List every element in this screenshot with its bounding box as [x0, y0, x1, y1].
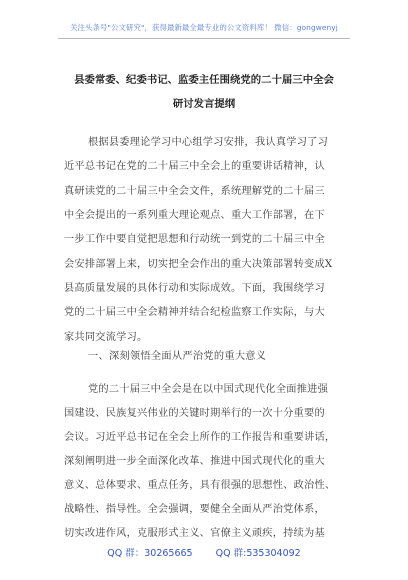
header-divider [58, 38, 350, 39]
paragraph-line: 党的二十届三中全会精神并结合纪检监察工作实际，与大 [64, 307, 325, 318]
paragraph-line: 切实改进作风，克服形式主义、官僚主义顽疾，持续为基 [64, 528, 325, 539]
paragraph-line: 会安排部署上来，切实把全会作出的重大决策部署转变成X [64, 259, 333, 270]
paragraph-line: 近平总书记在党的二十届三中全会上的重要讲话精神，认 [64, 161, 325, 172]
paragraph-line: 根据县委理论学习中心组学习安排，我认真学习了习 [88, 137, 329, 148]
section-heading: 一、深刻领悟全面从严治党的重大意义 [88, 351, 267, 362]
footer-qq-group-1: QQ 群：30265665 [107, 548, 193, 559]
paragraph-line: 中全会提出的一系列重大理论观点、重大工作部署，在下 [64, 210, 325, 221]
paragraph-line: 深刻阐明进一步全面深化改革、推进中国式现代化的重大 [64, 456, 325, 467]
header-banner: 关注头条号"公文研究"，获得最新最全最专业的公文资料库！ 微信：gongwenyj [70, 23, 338, 32]
footer-contact [0, 545, 408, 559]
paragraph-line: 一步工作中要自觉把思想和行动统一到党的二十届三中全 [64, 234, 325, 245]
document-title-line-1: 县委常委、纪委书记、监委主任围绕党的二十届三中全会 [74, 74, 334, 86]
paragraph-line: 家共同交流学习。 [64, 332, 148, 343]
paragraph-line: 县高质量发展的具体行动和实际成效。下面，我围绕学习 [64, 283, 325, 294]
paragraph-line: 会议。习近平总书记在全会上所作的工作报告和重要讲话， [64, 432, 336, 443]
paragraph-line: 党的二十届三中全会是在以中国式现代化全面推进强 [88, 384, 329, 395]
paragraph-line: 国建设、民族复兴伟业的关键时期举行的一次十分重要的 [64, 408, 325, 419]
footer-qq-group-2: QQ 群:535304092 [215, 548, 301, 559]
paragraph-line: 真研读党的二十届三中全会文件，系统理解党的二十届三 [64, 186, 325, 197]
paragraph-line: 意义、总体要求、重点任务，具有很强的思想性、政治性、 [64, 480, 336, 491]
document-title-line-2: 研讨发言提纲 [172, 98, 236, 110]
paragraph-line: 战略性、指导性。全会强调，要健全全面从严治党体系， [64, 504, 325, 515]
